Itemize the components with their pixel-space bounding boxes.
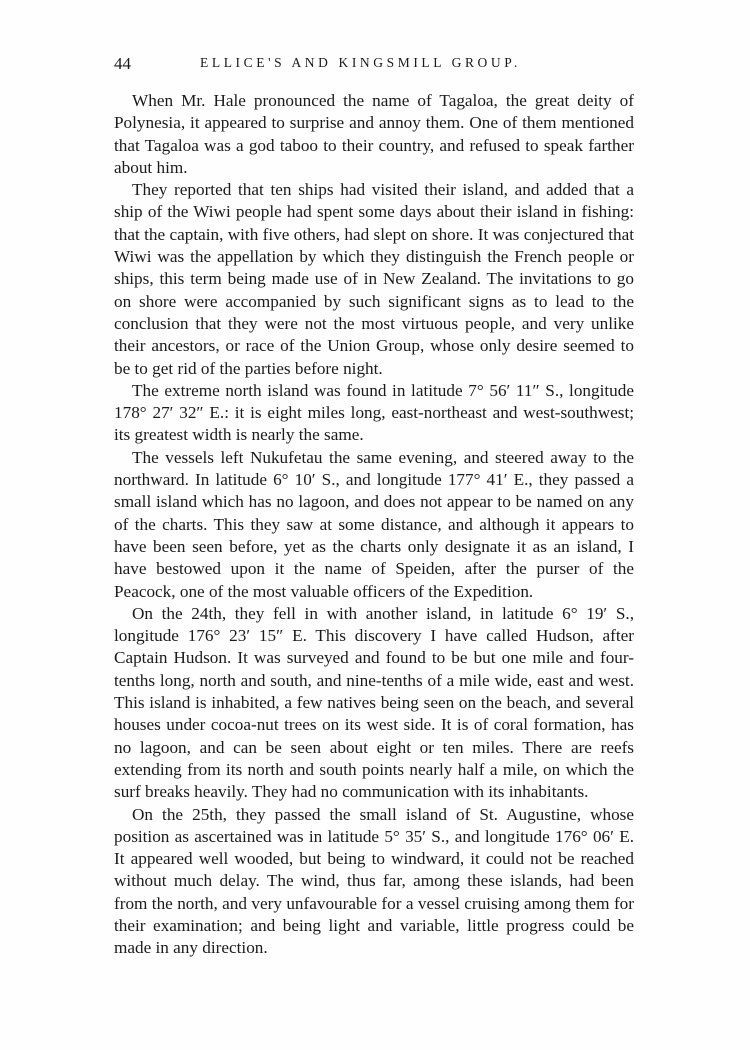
paragraph-hudson-island: On the 24th, they fell in with another island, in latitude 6° 19′ S., longitude 176° 23′ 15″ E. This discovery I have called Hudson, after Captain Hudson. It was surveyed and found to be but one mile and four-tenths long, north and south, and nine-tenths of a mile wide, east and west. This island is inhabited, a few natives being seen on the beach, and several houses under cocoa-nut trees on its west side. It is of coral formation, has no lagoon, and can be seen about eight or ten miles. There are reefs extending from its north and south points nearly half a mile, on which the surf breaks heavily. They had no communication with its inhabitants.: [114, 603, 634, 802]
running-head: [114, 52, 638, 76]
running-title: ELLICE'S AND KINGSMILL GROUP.: [200, 55, 521, 70]
paragraph-ships-visited: They reported that ten ships had visited their island, and added that a ship of the Wiwi people had spent some days about their island in fishing: that the captain, with five others, had slept on shore. It was conjectured that Wiwi was the appellation by which they distinguish the French people or ships, this term being made use of in New Zealand. The invitations to go on shore were accompanied by such significant signs as to lead to the conclusion that they were not the most virtuous people, and very unlike their ancestors, or race of the Union Group, whose only desire seemed to be to get rid of the parties before night.: [114, 180, 634, 378]
paragraph-north-island: The extreme north island was found in latitude 7° 56′ 11″ S., longitude 178° 27′ 32″ E.: it is eight miles long, east-northeast and west-southwest; its greatest width is nearly the same.: [114, 380, 634, 445]
paragraph-st-augustine: On the 25th, they passed the small island of St. Augustine, whose position as ascertained was in latitude 5° 35′ S., and longitude 176° 06′ E. It appeared well wooded, but being to windward, it could not be reached without much delay. The wind, thus far, among these islands, had been from the north, and very unfavourable for a vessel cruising among them for their examination; and being light and variable, little progress could be made in any direction.: [114, 804, 634, 958]
body-text: [114, 90, 634, 960]
paragraph-speiden-island: The vessels left Nukufetau the same evening, and steered away to the northward. In latitude 6° 10′ S., and longitude 177° 41′ E., they passed a small island which has no lagoon, and does not appear to be named on any of the charts. This they saw at some distance, and although it appears to have been seen before, yet as the charts only designate it as an island, I have bestowed upon it the name of Speiden, after the purser of the Peacock, one of the most valuable officers of the Expedition.: [114, 447, 634, 601]
paragraph-tagaloa: When Mr. Hale pronounced the name of Tagaloa, the great deity of Polynesia, it appeared to surprise and annoy them. One of them mentioned that Tagaloa was a god taboo to their country, and refused to speak farther about him.: [114, 91, 634, 177]
page-number: 44: [114, 54, 131, 73]
